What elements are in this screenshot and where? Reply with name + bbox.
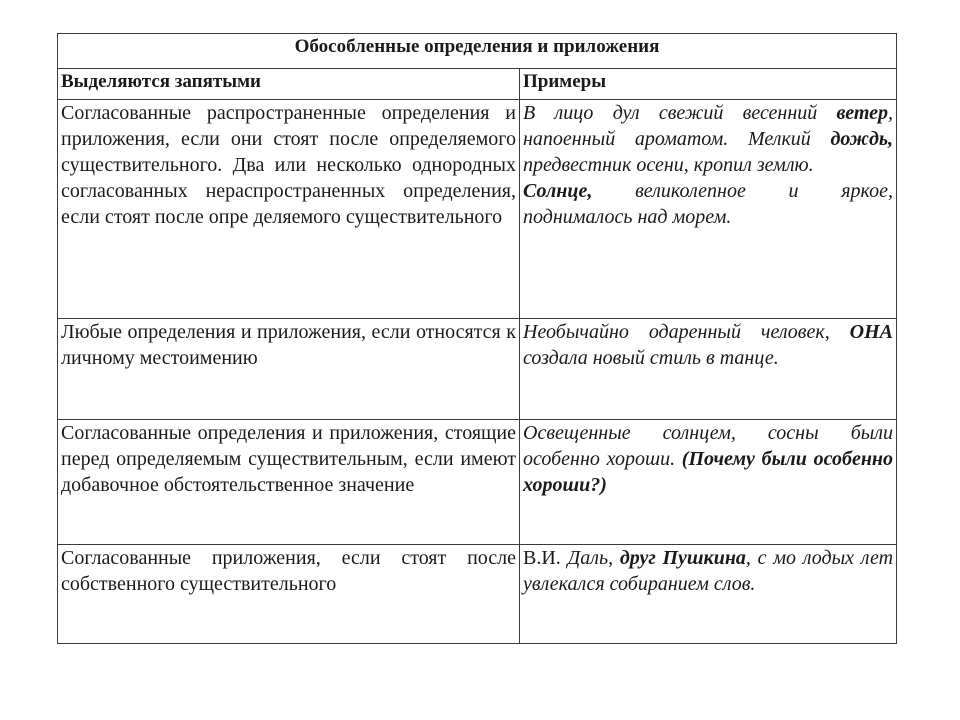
example-highlight: Солнце, (523, 180, 593, 202)
rule-cell: Согласованные определения и приложения, стоящие перед определяемым существительным, если имеют добавочное обстоятельственное значение (58, 420, 520, 545)
example-cell (520, 100, 897, 319)
example-cell (520, 319, 897, 420)
example-highlight: друг Пушкина (619, 547, 746, 569)
rule-cell: Согласованные распространенные определения и приложения, если они стоят после определяемого существительного. Два или несколько однородных согласованных нераспространенных определения, если стоят после опре деляемого существительного (58, 100, 520, 319)
rules-table (57, 33, 897, 644)
example-text: , с мо лодых лет увлекался собиранием слов. (523, 547, 894, 595)
header-examples: Примеры (520, 69, 897, 100)
example-text: Освещенные солнцем, сосны были особенно хороши. (523, 422, 894, 470)
example-text: Необычайно одаренный человек, (523, 321, 850, 343)
example-text: В лицо дул свежий весенний (523, 102, 837, 124)
example-cell (520, 545, 897, 644)
table-row (58, 100, 897, 319)
example-text: великолепное и яркое, поднималось над морем. (523, 180, 894, 228)
table-row (58, 420, 897, 545)
example-highlight: ОНА (849, 321, 894, 343)
table-title: Обособленные определения и приложения (58, 34, 897, 69)
table-row (58, 545, 897, 644)
table-row (58, 319, 897, 420)
example-text: , напоенный ароматом. Мелкий (523, 102, 894, 150)
rule-cell: Согласованные приложения, если стоят после собственного существительного (58, 545, 520, 644)
example-highlight: дождь, (830, 128, 894, 150)
rule-cell: Любые определения и приложения, если относятся к личному местоимению (58, 319, 520, 420)
example-text: предвестник осени, кропил землю. (523, 154, 814, 176)
example-cell (520, 420, 897, 545)
example-text: В.И. (523, 547, 561, 569)
example-highlight: (Почему были особенно хороши?) (523, 448, 894, 496)
example-text: создала новый стиль в танце. (523, 347, 779, 369)
header-rule: Выделяются запятыми (58, 69, 520, 100)
example-text: Даль, (560, 547, 620, 569)
example-highlight: ветер (836, 102, 889, 124)
